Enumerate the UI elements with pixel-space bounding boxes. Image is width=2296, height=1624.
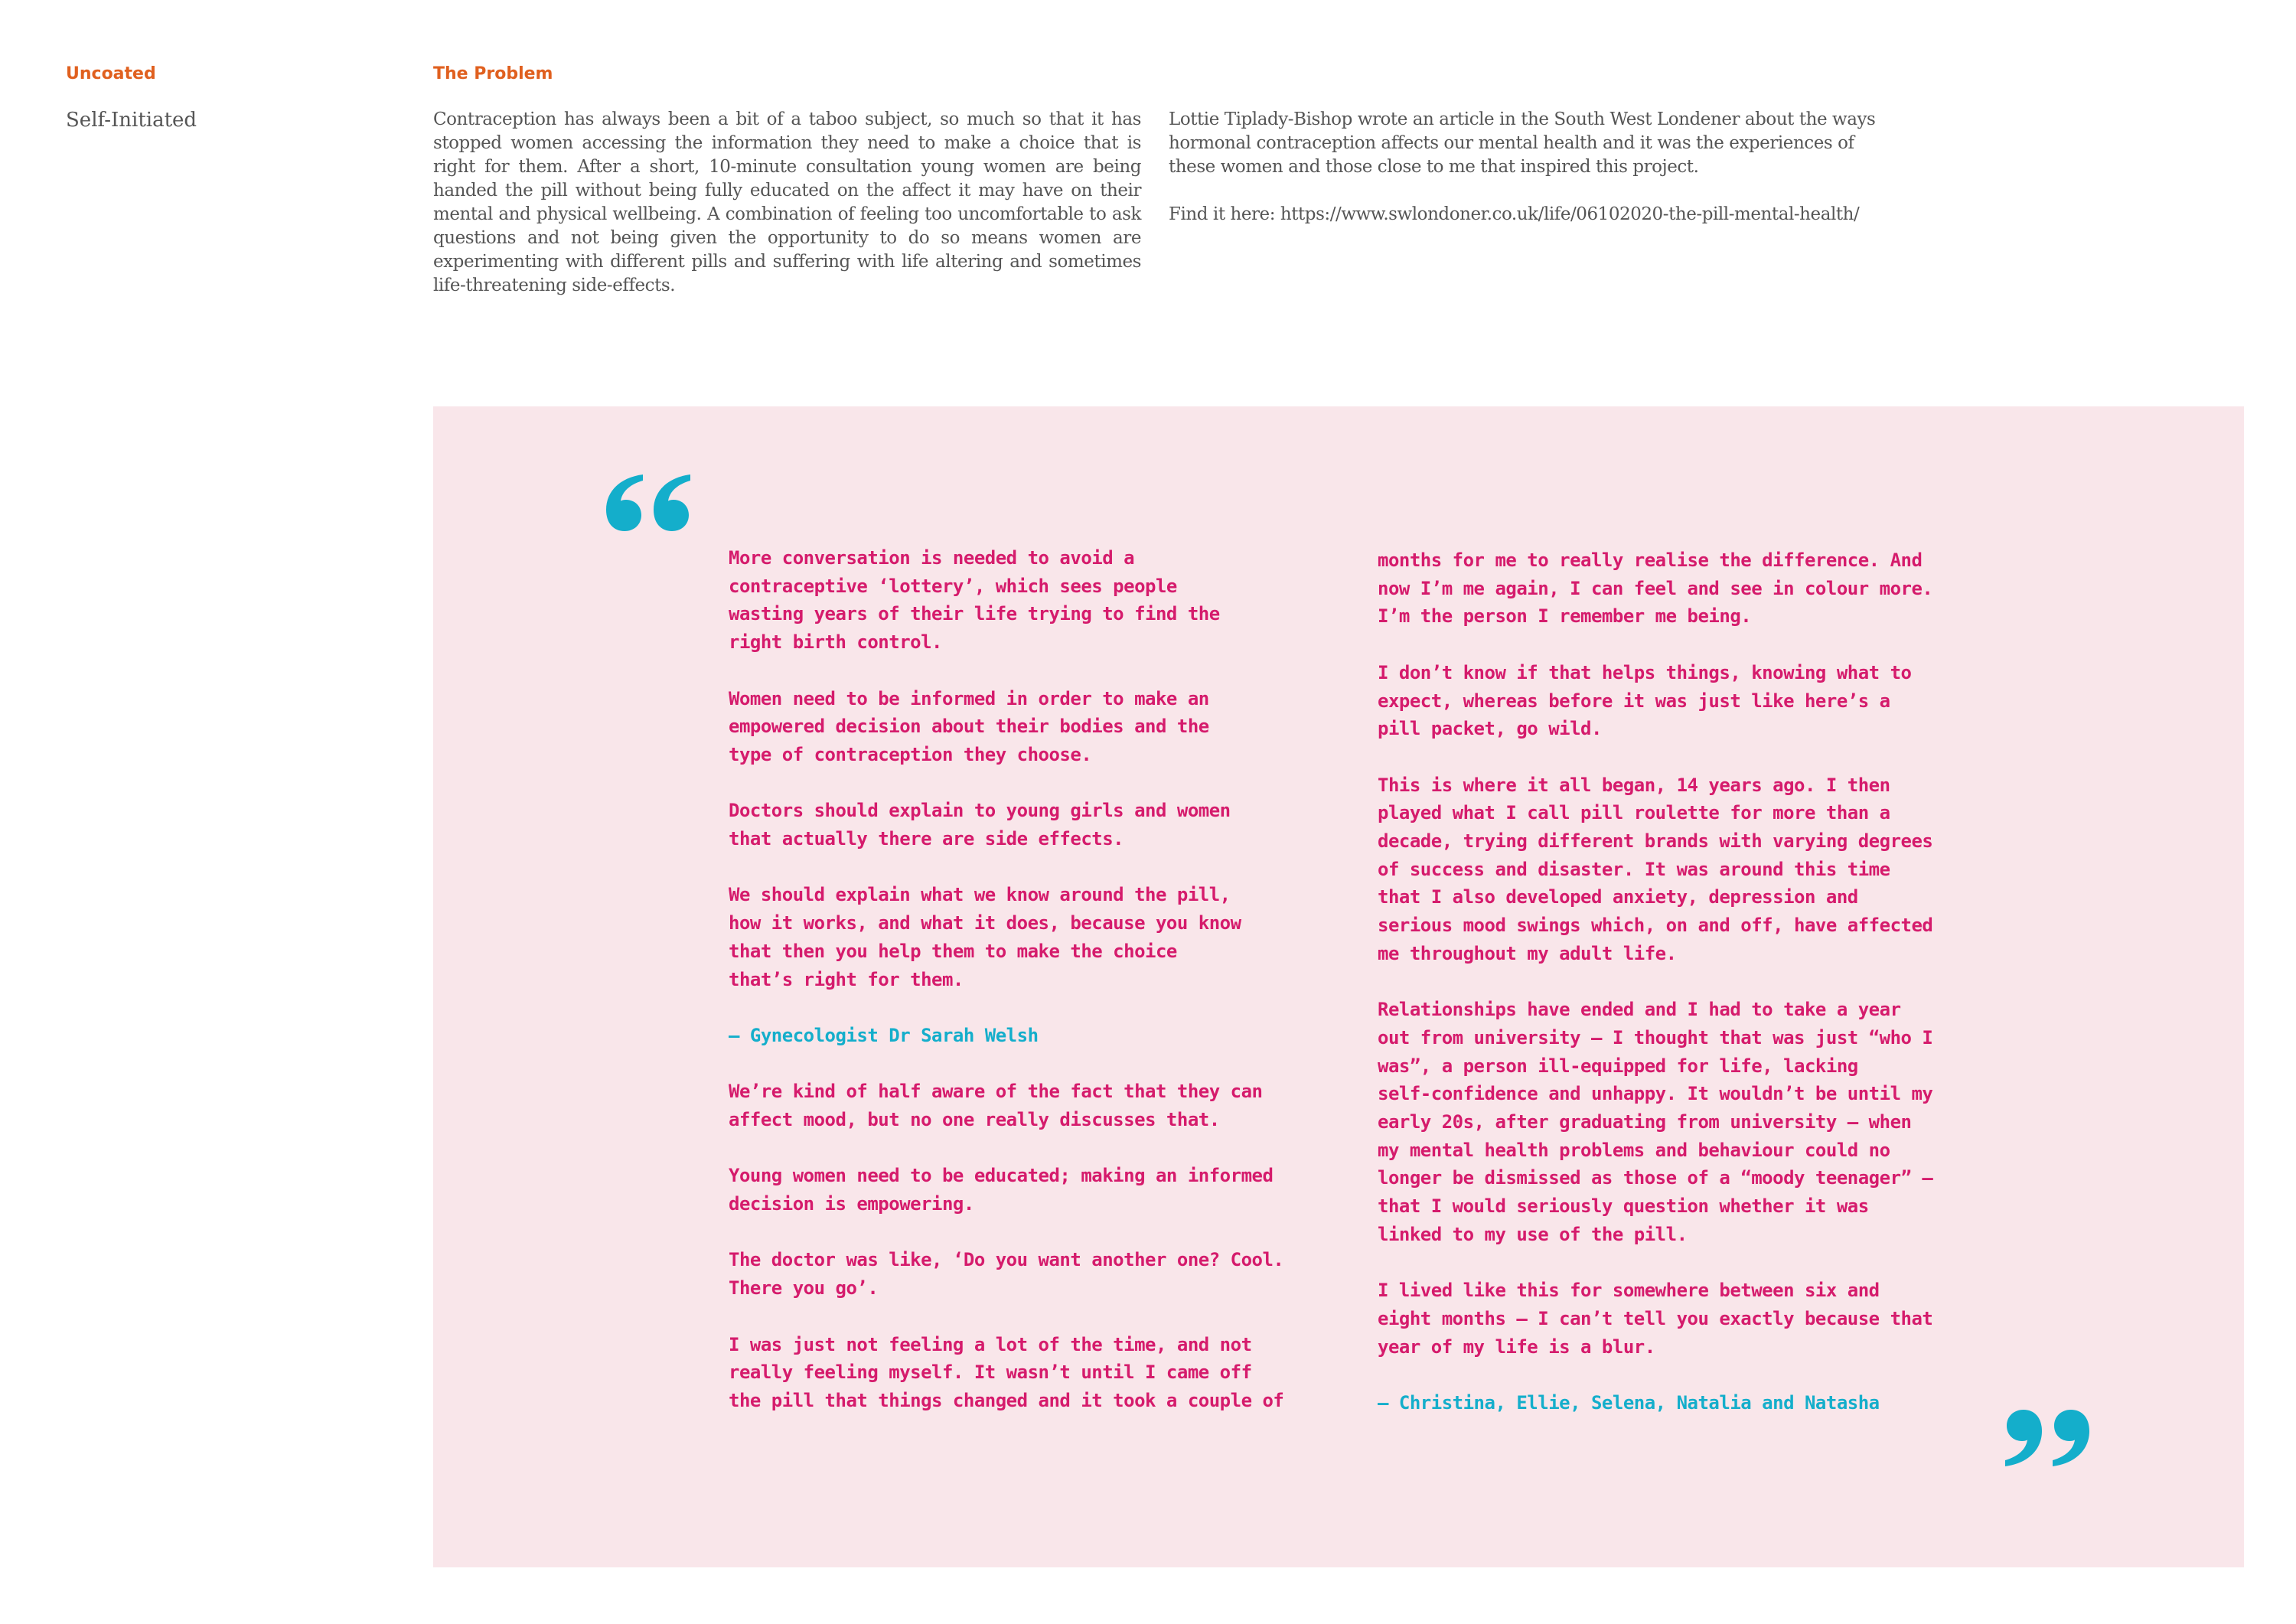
quote-line: Women need to be informed in order to make an xyxy=(729,687,1209,709)
quote-line: linked to my use of the pill. xyxy=(1378,1223,1688,1245)
quote-line: self-confidence and unhappy. It wouldn’t be until my xyxy=(1378,1083,1933,1105)
quote-line: early 20s, after graduating from university – when xyxy=(1378,1111,1912,1133)
quote-line: The doctor was like, ‘Do you want another one? Cool. xyxy=(729,1249,1284,1271)
quote-attribution-women: – Christina, Ellie, Selena, Natalia and Natasha xyxy=(1378,1392,1880,1414)
quote-line: me throughout my adult life. xyxy=(1378,942,1677,964)
quote-line: decision is empowering. xyxy=(729,1193,974,1215)
quote-line: Relationships have ended and I had to take a year xyxy=(1378,999,1901,1021)
quote-line: More conversation is needed to avoid a xyxy=(729,547,1135,569)
quote-line: wasting years of their life trying to find the xyxy=(729,603,1220,625)
quote-line: that I would seriously question whether it was xyxy=(1378,1195,1869,1218)
article-line: hormonal contraception affects our mental health and it was the experiences of xyxy=(1169,133,1854,153)
section-title: The Problem xyxy=(433,64,553,83)
quote-line: played what I call pill roulette for more than a xyxy=(1378,802,1890,824)
article-description xyxy=(1169,108,1926,179)
quote-line: year of my life is a blur. xyxy=(1378,1335,1655,1358)
quote-line: Doctors should explain to young girls and women xyxy=(729,800,1231,822)
quote-line: type of contraception they choose. xyxy=(729,743,1092,765)
opening-quote-icon xyxy=(603,473,695,534)
problem-text: Contraception has always been a bit of a taboo subject, so much so that it has stopped women accessing the information they need to make a choice that is right for them. After a short, 10-minute consultation young women are being handed the pill without being fully educated on the affect it may have on their mental and physical wellbeing. A combination of feeling too uncomfortable to ask questions and not being given the opportunity to do so means women are experimenting with different pills and suffering with life altering and sometimes life-threatening side-effects. xyxy=(433,109,1141,295)
quote-line: We should explain what we know around the pill, xyxy=(729,884,1231,906)
quote-line: Young women need to be educated; making an informed xyxy=(729,1165,1274,1187)
quote-line: eight months – I can’t tell you exactly because that xyxy=(1378,1307,1933,1329)
quote-line: that then you help them to make the choice xyxy=(729,940,1177,962)
quote-line: that actually there are side effects. xyxy=(729,828,1124,850)
quote-line: I was just not feeling a lot of the time, and not xyxy=(729,1333,1252,1355)
quote-line: contraceptive ‘lottery’, which sees people xyxy=(729,575,1177,597)
quote-paragraph xyxy=(1378,659,1932,743)
quote-line: of success and disaster. It was around this time xyxy=(1378,858,1890,880)
quote-line: affect mood, but no one really discusses that. xyxy=(729,1108,1220,1130)
quote-line: I lived like this for somewhere between six and xyxy=(1378,1280,1880,1302)
quote-line: I don’t know if that helps things, knowing what to xyxy=(1378,661,1912,683)
quote-column-left xyxy=(729,544,1283,1443)
quote-paragraph xyxy=(1378,996,1932,1248)
quote-line: the pill that things changed and it took a couple of xyxy=(729,1389,1284,1411)
quote-paragraph xyxy=(1378,771,1932,968)
quote-line: how it works, and what it does, because you know xyxy=(729,912,1241,934)
quote-line: that’s right for them. xyxy=(729,968,964,990)
article-line: Lottie Tiplady-Bishop wrote an article in the South West Londener about the ways xyxy=(1169,109,1876,129)
quote-line: out from university – I thought that was just “who I xyxy=(1378,1026,1933,1048)
quote-line: This is where it all began, 14 years ago. I then xyxy=(1378,774,1890,796)
subcategory-label: Self-Initiated xyxy=(66,109,197,132)
quote-paragraph xyxy=(1378,1277,1932,1361)
quote-paragraph xyxy=(729,797,1283,853)
quote-line: really feeling myself. It wasn’t until I came off xyxy=(729,1361,1252,1384)
quote-paragraph xyxy=(729,881,1283,993)
article-line: these women and those close to me that inspired this project. xyxy=(1169,157,1699,177)
article-link-text: Find it here: https://www.swlondoner.co.uk/life/06102020-the-pill-mental-health/ xyxy=(1169,204,1860,224)
quote-attribution-doctor: – Gynecologist Dr Sarah Welsh xyxy=(729,1024,1039,1046)
quote-line: serious mood swings which, on and off, have affected xyxy=(1378,915,1933,937)
quote-line: decade, trying different brands with varying degrees xyxy=(1378,830,1933,852)
quote-paragraph xyxy=(729,1078,1283,1133)
quote-line: I’m the person I remember me being. xyxy=(1378,605,1752,628)
quote-line: expect, whereas before it was just like here’s a xyxy=(1378,690,1890,712)
quote-paragraph xyxy=(729,685,1283,769)
quote-paragraph xyxy=(1378,546,1932,631)
quote-line: We’re kind of half aware of the fact that they can xyxy=(729,1081,1263,1103)
problem-paragraph xyxy=(433,108,1141,321)
quote-line: pill packet, go wild. xyxy=(1378,718,1602,740)
quote-line: that I also developed anxiety, depression and xyxy=(1378,886,1858,908)
quote-line: right birth control. xyxy=(729,631,942,654)
quote-panel xyxy=(433,406,2244,1567)
quote-line: now I’m me again, I can feel and see in colour more. xyxy=(1378,577,1933,599)
quote-paragraph xyxy=(729,544,1283,657)
article-reference xyxy=(1169,108,1926,250)
quote-line: longer be dismissed as those of a “moody teenager” – xyxy=(1378,1167,1933,1189)
quote-paragraph xyxy=(729,1246,1283,1302)
closing-quote-icon xyxy=(2001,1407,2092,1468)
quote-paragraph xyxy=(729,1162,1283,1218)
quote-column-right xyxy=(1378,546,1932,1445)
quote-line: my mental health problems and behaviour could no xyxy=(1378,1139,1890,1161)
quote-line: empowered decision about their bodies and the xyxy=(729,716,1209,738)
quote-line: months for me to really realise the difference. And xyxy=(1378,549,1923,571)
quote-paragraph xyxy=(729,1331,1283,1415)
quote-line: There you go’. xyxy=(729,1277,879,1300)
quote-line: was”, a person ill-equipped for life, lacking xyxy=(1378,1055,1858,1077)
category-label: Uncoated xyxy=(66,64,156,83)
